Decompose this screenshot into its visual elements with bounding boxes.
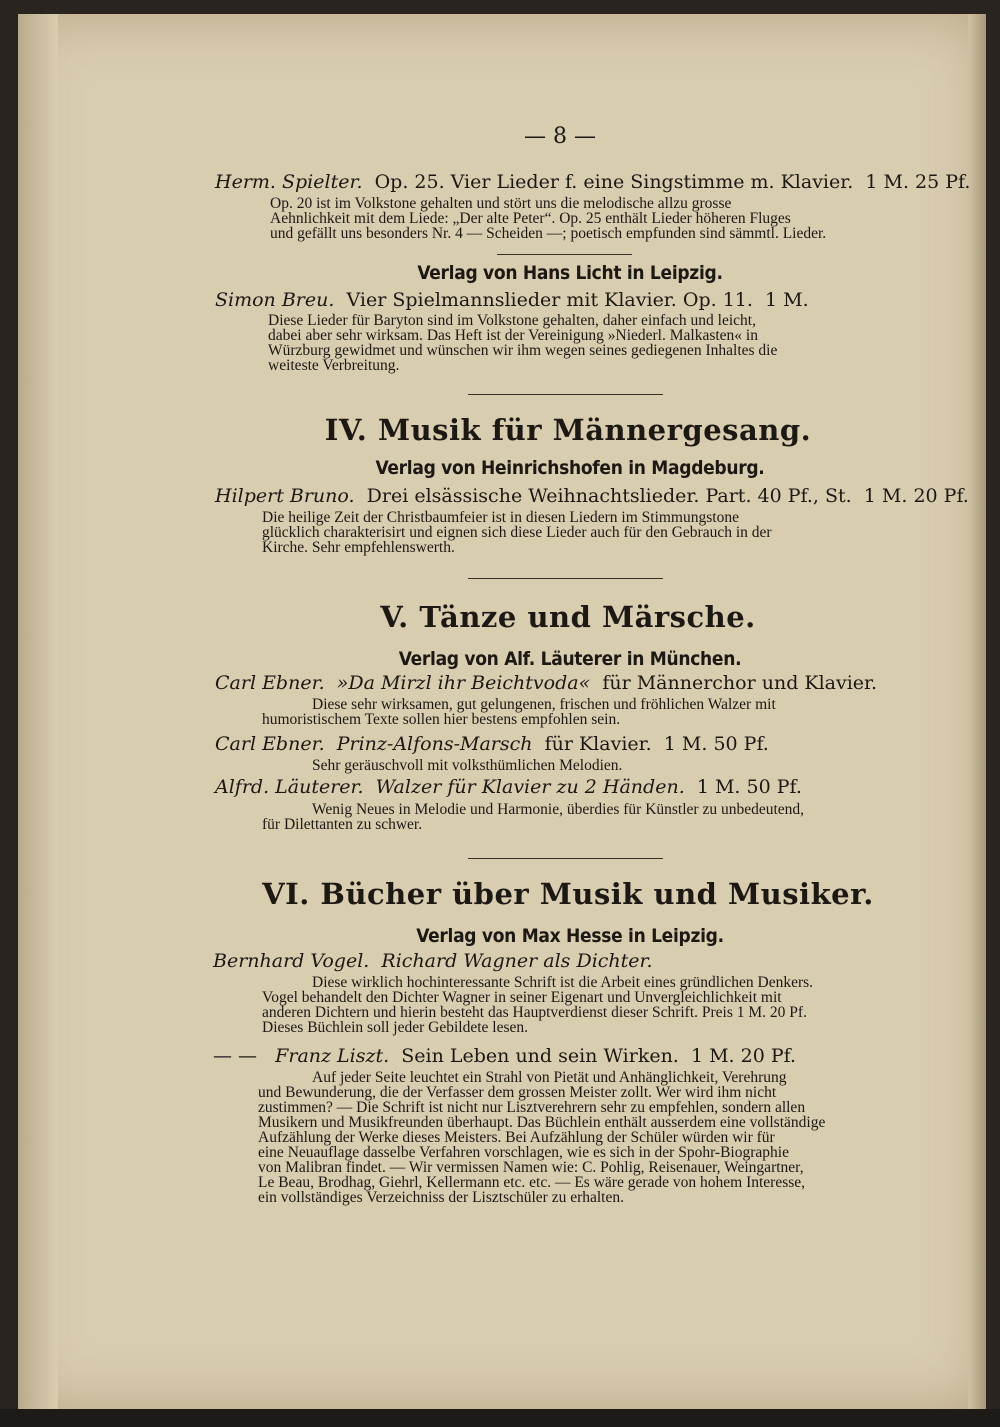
page-right-edge (968, 14, 986, 1409)
review-line: Würzburg gewidmet und wünschen wir ihm wegen seines gediegenen Inhaltes die (268, 342, 778, 359)
ditto-dashes: — — (213, 1045, 258, 1067)
entry-price: 1 M. 50 Pf. (663, 733, 769, 755)
entry-title: Prinz-Alfons-Marsch (336, 733, 533, 755)
review-line: Kirche. Sehr empfehlenswerth. (262, 539, 455, 556)
review-line: Diese sehr wirksamen, gut gelungenen, frischen und fröhlichen Walzer mit (312, 696, 776, 713)
review-line: eine Neuauflage dasselbe Verfahren vorschlagen, wie es sich in der Spohr-Biographie (258, 1144, 789, 1161)
section-divider (497, 254, 632, 255)
section-divider (468, 578, 663, 579)
review-line: Dieses Büchlein soll jeder Gebildete lesen. (262, 1019, 529, 1036)
entry-author: Carl Ebner. (215, 672, 325, 694)
review-line: zustimmen? — Die Schrift ist nicht nur Lisztverehrern sehr zu empfehlen, sondern allen (258, 1099, 806, 1116)
review-line: von Malibran findet. — Wir vermissen Namen wie: C. Pohlig, Reisenauer, Weingartner, (258, 1159, 804, 1176)
entry-title: Drei elsässische Weihnachtslieder. Part. 40 Pf., St. (366, 485, 852, 507)
entry-review (270, 196, 924, 241)
entry-heading (215, 485, 969, 507)
review-line: Op. 20 ist im Volkstone gehalten und stört uns die melodische allzu grosse (270, 195, 732, 212)
entry-heading (215, 776, 802, 798)
entry-price: 1 M. 25 Pf. (865, 171, 971, 193)
review-line: und Bewunderung, die der Verfasser dem grossen Meister zollt. Wer wird ihm nicht (258, 1084, 777, 1101)
review-line: Diese wirklich hochinteressante Schrift ist die Arbeit eines gründlichen Denkers. (312, 974, 814, 991)
publisher-heading: Verlag von Hans Licht in Leipzig. (417, 262, 723, 284)
entry-author: Simon Breu. (215, 289, 335, 311)
entry-title: Vier Spielmannslieder mit Klavier. Op. 11. (346, 289, 753, 311)
review-line: Die heilige Zeit der Christbaumfeier ist in diesen Liedern im Stimmungstone (262, 509, 739, 526)
review-line: Wenig Neues in Melodie und Harmonie, überdies für Künstler zu unbedeutend, (312, 801, 805, 818)
review-line: Aufzählung der Werke dieses Meisters. Bei Aufzählung der Schüler würden wir für (258, 1129, 775, 1146)
entry-author: Herm. Spielter. (215, 171, 363, 193)
review-line: glücklich charakterisirt und eignen sich diese Lieder auch für den Gebrauch in der (262, 524, 772, 541)
section-heading: V. Tänze und Märsche. (380, 600, 756, 634)
scan-bottom-band (0, 1409, 1000, 1427)
entry-title-suffix: für Männerchor und Klavier. (602, 672, 878, 694)
section-heading: IV. Musik für Männergesang. (324, 413, 812, 447)
entry-title: Walzer für Klavier zu 2 Händen. (375, 776, 685, 798)
entry-title: »Da Mirzl ihr Beichtvoda« (336, 672, 591, 694)
review-line: Vogel behandelt den Dichter Wagner in seiner Eigenart und Unvergleichlichkeit mit (262, 989, 782, 1006)
entry-price: 1 M. (765, 289, 809, 311)
review-line: humoristischem Texte sollen hier bestens empfohlen sein. (262, 711, 621, 728)
review-line: anderen Dichtern und hierin besteht das Hauptverdienst dieser Schrift. Preis 1 M. 20 Pf. (262, 1004, 807, 1021)
entry-author: Hilpert Bruno. (215, 485, 355, 507)
review-line: Diese Lieder für Baryton sind im Volkstone gehalten, daher einfach und leicht, (268, 312, 756, 329)
review-line: Le Beau, Brodhag, Giehrl, Kellermann etc. etc. — Es wäre gerade von hohem Interesse, (258, 1174, 806, 1191)
entry-heading (215, 672, 877, 694)
entry-author: Bernhard Vogel. (213, 950, 370, 972)
section-divider (468, 858, 663, 859)
page-binding-shadow (18, 14, 58, 1409)
entry-review (258, 1070, 918, 1205)
entry-author: Carl Ebner. (215, 733, 325, 755)
entry-review (262, 510, 922, 555)
entry-price: 1 M. 50 Pf. (696, 776, 802, 798)
section-heading: VI. Bücher über Musik und Musiker. (262, 877, 874, 911)
entry-price: 1 M. 20 Pf. (863, 485, 969, 507)
entry-heading (215, 171, 970, 193)
review-line: Musikern und Musikfreunden überhaupt. Das Büchlein enthält ausserdem eine vollständige (258, 1114, 826, 1131)
section-divider (468, 394, 663, 395)
entry-review (268, 313, 923, 373)
entry-heading (215, 289, 809, 311)
review-line: dabei aber sehr wirksam. Das Heft ist der Vereinigung »Niederl. Malkasten« in (268, 327, 758, 344)
publisher-heading: Verlag von Alf. Läuterer in München. (398, 648, 742, 670)
entry-heading (213, 950, 653, 972)
entry-title: Richard Wagner als Dichter. (381, 950, 653, 972)
review-line: Aehnlichkeit mit dem Liede: „Der alte Peter“. Op. 25 enthält Lieder höheren Fluges (270, 210, 791, 227)
entry-title-suffix: für Klavier. (544, 733, 652, 755)
review-line: für Dilettanten zu schwer. (262, 816, 423, 833)
entry-heading (213, 1045, 796, 1067)
entry-title: Sein Leben und sein Wirken. (401, 1045, 679, 1067)
review-line: ein vollständiges Verzeichniss der Lisztschüler zu erhalten. (258, 1189, 624, 1206)
entry-heading (215, 733, 769, 755)
entry-review (262, 802, 917, 832)
entry-review (262, 697, 917, 727)
entry-review (262, 975, 917, 1035)
review-line: weiteste Verbreitung. (268, 357, 400, 374)
entry-author: Alfrd. Läuterer. (215, 776, 364, 798)
publisher-heading: Verlag von Max Hesse in Leipzig. (416, 925, 724, 947)
review-line: und gefällt uns besonders Nr. 4 — Scheiden —; poetisch empfunden sind sämmtl. Lieder. (270, 225, 827, 242)
review-line: Auf jeder Seite leuchtet ein Strahl von Pietät und Anhänglichkeit, Verehrung (312, 1069, 787, 1086)
entry-review (312, 758, 912, 773)
review-line: Sehr geräuschvoll mit volksthümlichen Melodien. (312, 757, 623, 774)
entry-author: Franz Liszt. (275, 1045, 390, 1067)
page-number: — 8 — (524, 124, 596, 149)
entry-price: 1 M. 20 Pf. (690, 1045, 797, 1067)
publisher-heading: Verlag von Heinrichshofen in Magdeburg. (375, 457, 765, 479)
entry-title: Op. 25. Vier Lieder f. eine Singstimme m. Klavier. (374, 171, 854, 193)
